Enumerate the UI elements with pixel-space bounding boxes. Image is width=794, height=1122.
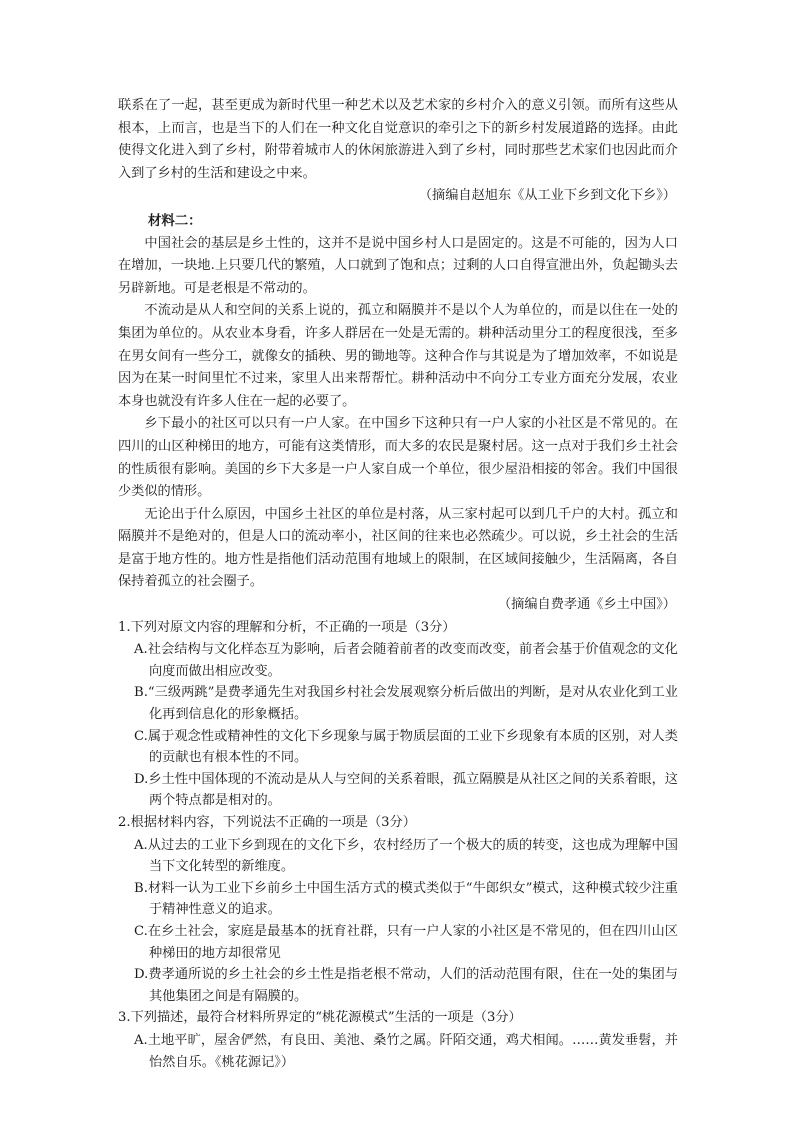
material2-paragraph: 乡下最小的社区可以只有一户人家。在中国乡下这种只有一户人家的小社区是不常见的。在四川的山区种梯田的地方，可能有这类情形，而大多的农民是聚村居。这一点对于我们乡土社会的性质很有影响。美国的乡下大多是一户人家自成一个单位，很少屋沿相接的邻舍。我们中国很少类似的情形。 xyxy=(118,416,678,500)
question-stem: 1.下列对原文内容的理解和分析，不正确的一项是（3分） xyxy=(118,619,456,635)
material2-paragraph: 不流动是从人和空间的关系上说的，孤立和隔膜并不是以个人为单位的，而是以住在一处的集团为单位的。从农业本身看，许多人群居在一处是无需的。耕种活动里分工的程度很浅，至多在男女间有一些分工，就像女的插秧、男的锄地等。这种合作与其说是为了增加效率，不如说是因为在某一时间里忙不过来，家里人出来帮帮忙。耕种活动中不向分工专业方面充分发展，农业本身也就没有许多人住在一起的必要了。 xyxy=(118,303,678,409)
option-c: C.属于观念性或精神性的文化下乡现象与属于物质层面的工业下乡现象有本质的区别，对人类的贡献也有根本性的不同。 xyxy=(134,728,678,766)
exam-page xyxy=(118,95,678,1073)
material1-paragraph-end: 联系在了一起，甚至更成为新时代里一种艺术以及艺术家的乡村介入的意义引领。而所有这些从根本，上而言，也是当下的人们在一种文化自觉意识的牵引之下的新乡村发展道路的选择。由此使得文化进入到了乡村，附带着城市人的休闲旅游进入到了乡村，同时那些艺术家们也因此而介入到了乡村的生活和建设之中来。 xyxy=(118,98,678,181)
option-a: A.土地平旷，屋舍俨然，有良田、美池、桑竹之属。阡陌交通，鸡犬相闻。……黄发垂髫，并怡然自乐。《桃花源记》） xyxy=(134,1032,678,1070)
question-2 xyxy=(118,812,678,1007)
option-d: D.乡土性中国体现的不流动是从人与空间的关系着眼，孤立隔膜是从社区之间的关系着眼，这两个特点都是相对的。 xyxy=(134,771,678,809)
question-1 xyxy=(118,617,678,812)
option-d: D.费孝通所说的乡土社会的乡土性是指老根不常动，人们的活动范围有限，住在一处的集团与其他集团之间是有隔膜的。 xyxy=(134,967,678,1004)
question-stem: 3.下列描述，最符合材料所界定的“桃花源模式”生活的一项是（3分） xyxy=(118,1010,522,1026)
question-stem: 2.根据材料内容，下列说法不正确的一项是（3分） xyxy=(118,815,416,830)
material2-source: （摘编自费孝通《乡土中国》） xyxy=(497,597,676,613)
option-a: A.社会结构与文化样态互为影响，后者会随着前者的改变而改变，前者会基于价值观念的文化向度而做出相应改变。 xyxy=(134,642,678,679)
option-b: B.材料一认为工业下乡前乡土中国生活方式的模式类似于“牛郎织女”模式，这种模式较少注重于精神性意义的追求。 xyxy=(134,880,678,918)
option-a: A.从过去的工业下乡到现在的文化下乡，农村经历了一个极大的质的转变，这也成为理解中国当下文化转型的新维度。 xyxy=(134,837,678,875)
option-c: C.在乡土社会，家庭是最基本的抚育社群，只有一户人家的小社区是不常见的，但在四川山区种梯田的地方却很常见 xyxy=(134,923,678,961)
question-3 xyxy=(118,1007,678,1073)
option-b: B.“三级两跳”是费孝通先生对我国乡村社会发展观察分析后做出的判断，是对从农业化到工业化再到信息化的形象概括。 xyxy=(134,685,678,723)
material2-paragraph: 无论出于什么原因，中国乡土社区的单位是村落，从三家村起可以到几千户的大村。孤立和隔膜并不是绝对的，但是人口的流动率小，社区间的往来也必然疏少。可以说，乡土社会的生活是富于地方性的。地方性是指他们活动范围有地域上的限制，在区域间接触少，生活隔离，各自保持着孤立的社会圈子。 xyxy=(118,506,678,590)
material2-paragraph: 中国社会的基层是乡土性的，这并不是说中国乡村人口是固定的。这是不可能的，因为人口在增加，一块地.上只要几代的繁殖，人口就到了饱和点；过剩的人口自得宣泄出外，负起锄头去另辟新地。可是老根是不常动的。 xyxy=(118,235,678,296)
material1-source: （摘编自赵旭东《从工业下乡到文化下乡》） xyxy=(418,188,676,204)
material2-title: 材料二： xyxy=(148,212,202,229)
